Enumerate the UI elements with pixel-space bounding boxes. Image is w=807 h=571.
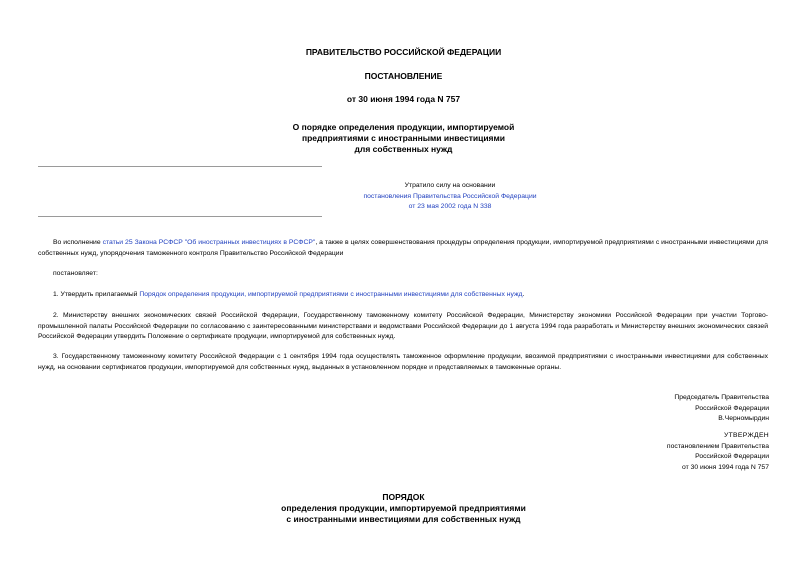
- approved-label: УТВЕРЖДЕН: [723, 432, 769, 439]
- signature-line-1: Председатель Правительства: [674, 394, 769, 401]
- approved-line-2: постановлением Правительства: [666, 442, 769, 450]
- approved-line-3: Российской Федерации: [695, 453, 769, 461]
- approval-block: [469, 431, 769, 474]
- document-date-heading: от 30 июня 1994 года N 757: [346, 94, 461, 104]
- preamble-suffix: , а также в целях совершенствования процедуры определения продукции, импортируемой предприятиями с иностранными инвестициями для собственных нужд, упорядочения таможенного контроля Правительство Российской Федерации: [38, 239, 768, 257]
- order-heading: [0, 492, 807, 525]
- paragraph-item-1: [53, 290, 783, 301]
- notice-line-1: Утратило силу на основании: [404, 182, 496, 189]
- repeal-notice: [250, 181, 650, 213]
- title-line-1: О порядке определения продукции, импортируемой: [292, 122, 515, 132]
- law-article-link[interactable]: статьи 25 Закона РСФСР "Об иностранных инвестициях в РСФСР": [102, 239, 316, 246]
- item-1-suffix: .: [522, 291, 525, 298]
- paragraph-resolves: постановляет:: [53, 270, 98, 277]
- document-type-heading: ПОСТАНОВЛЕНИЕ: [364, 71, 443, 81]
- order-title: ПОРЯДОК: [382, 492, 425, 502]
- signature-line-2: Российской Федерации: [695, 404, 769, 412]
- order-procedure-link[interactable]: Порядок определения продукции, импортируемой предприятиями с иностранными инвестициями для собственных нужд: [139, 291, 523, 298]
- preamble-prefix: Во исполнение: [53, 239, 103, 246]
- paragraph-item-2: 2. Министерству внешних экономических связей Российской Федерации, Государственному таможенному комитету Российской Федерации, Министерству экономики Российской Федерации при участии Торгово-промышленной палаты Российской Федерации по согласованию с заинтересованными министерствами и ведомствами Российской Федерации до 1 августа 1994 года разработать и Министерству внешних экономических связей Российской Федерации утвердить Положение о сертификате продукции, импортируемой для собственных нужд.: [38, 312, 768, 341]
- order-subtitle-1: определения продукции, импортируемой предприятиями: [281, 503, 526, 513]
- notice-link-decree[interactable]: постановления Правительства Российской Федерации: [363, 192, 537, 200]
- approved-line-4: от 30 июня 1994 года N 757: [681, 464, 769, 472]
- divider-bottom: [38, 216, 322, 217]
- item-1-prefix: 1. Утвердить прилагаемый: [53, 291, 140, 298]
- paragraph-preamble: [38, 238, 768, 259]
- signature-block: [469, 393, 769, 425]
- government-heading: ПРАВИТЕЛЬСТВО РОССИЙСКОЙ ФЕДЕРАЦИИ: [305, 47, 502, 57]
- title-line-2: предприятиями с иностранными инвестициями: [301, 133, 506, 143]
- order-subtitle-2: с иностранными инвестициями для собственных нужд: [286, 514, 521, 524]
- paragraph-item-3: 3. Государственному таможенному комитету Российской Федерации с 1 сентября 1994 года осуществлять таможенное оформление продукции, ввозимой предприятиями с иностранными инвестициями для собственных нужд, на основании сертификатов продукции, импортируемой для собственных нужд, выданных в установленном порядке и представляемых в таможенные органы.: [38, 353, 768, 371]
- notice-link-date[interactable]: от 23 мая 2002 года N 338: [408, 203, 492, 210]
- title-line-3: для собственных нужд: [354, 144, 453, 154]
- signature-name: В.Черномырдин: [718, 415, 769, 423]
- divider-top: [38, 166, 322, 167]
- document-title: [0, 122, 807, 155]
